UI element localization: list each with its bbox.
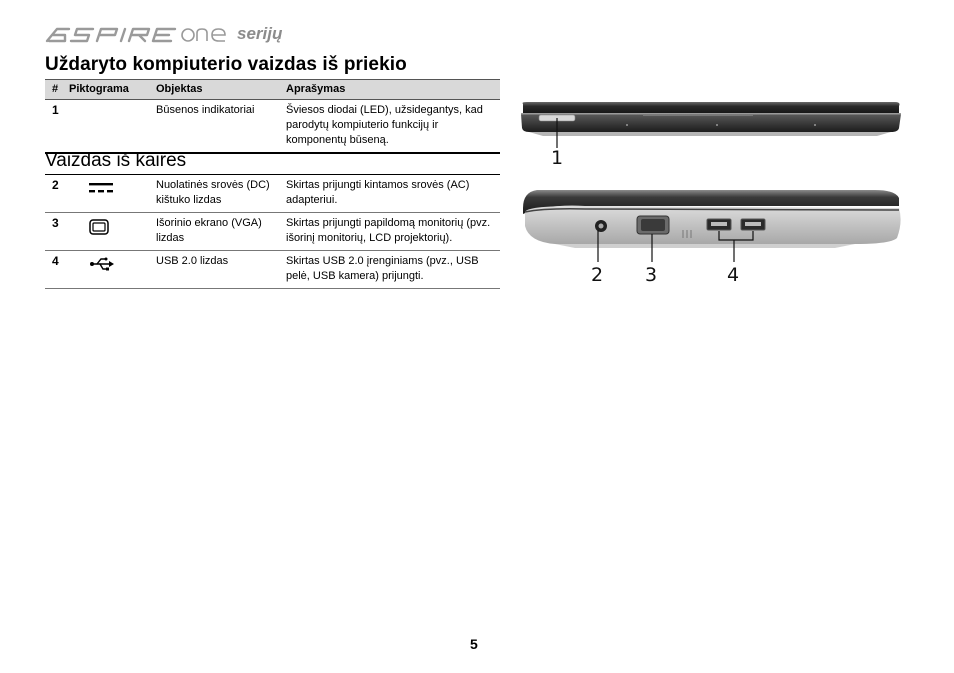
table-row <box>45 213 500 251</box>
row-number: 4 <box>52 254 59 268</box>
section-title-left: Vaizdas iš kairės <box>45 150 187 171</box>
left-view-table <box>45 174 500 289</box>
table-row <box>45 100 500 154</box>
callout-1: 1 <box>551 147 564 169</box>
row-number: 3 <box>52 216 59 230</box>
section-title-front: Uždaryto kompiuterio vaizdas iš priekio <box>45 54 407 75</box>
row-icon <box>65 100 152 154</box>
row-object: USB 2.0 lizdas <box>156 255 229 267</box>
usb-icon <box>89 257 115 271</box>
row-description: Skirtas prijungti papildomą monitorių (pvz. išorinį monitorių, LCD projektorių). <box>286 217 491 244</box>
col-header-number: # <box>45 80 65 100</box>
col-header-description: Aprašymas <box>282 80 500 100</box>
row-icon <box>65 175 152 213</box>
aspire-one-logo <box>45 24 231 44</box>
row-number: 2 <box>52 178 59 192</box>
row-object: Būsenos indikatoriai <box>156 104 255 116</box>
front-view-table <box>45 79 500 154</box>
row-number: 1 <box>52 103 59 117</box>
callout-3: 3 <box>645 264 658 286</box>
laptop-left-view-image <box>515 182 905 287</box>
row-description: Šviesos diodai (LED), užsidegantys, kad parodytų kompiuterio funkcijų ir komponentų būseną. <box>286 104 483 146</box>
row-object: Nuolatinės srovės (DC) kištuko lizdas <box>156 179 270 206</box>
row-description: Skirtas prijungti kintamos srovės (AC) adapteriui. <box>286 179 470 206</box>
brand-suffix: serijų <box>237 24 283 43</box>
brand-header <box>45 22 282 44</box>
table-header-row <box>45 80 500 100</box>
col-header-object: Objektas <box>152 80 282 100</box>
table-row <box>45 175 500 213</box>
row-object: Išorinio ekrano (VGA) lizdas <box>156 217 262 244</box>
dc-power-icon <box>89 181 113 195</box>
callout-4: 4 <box>727 264 740 286</box>
callout-2: 2 <box>591 264 604 286</box>
page-number: 5 <box>470 636 478 652</box>
laptop-front-view-image <box>515 92 905 172</box>
row-icon <box>65 251 152 289</box>
row-icon <box>65 213 152 251</box>
table-row <box>45 251 500 289</box>
vga-monitor-icon <box>89 219 109 235</box>
col-header-icon: Piktograma <box>65 80 152 100</box>
row-description: Skirtas USB 2.0 įrenginiams (pvz., USB pelė, USB kamera) prijungti. <box>286 255 479 282</box>
